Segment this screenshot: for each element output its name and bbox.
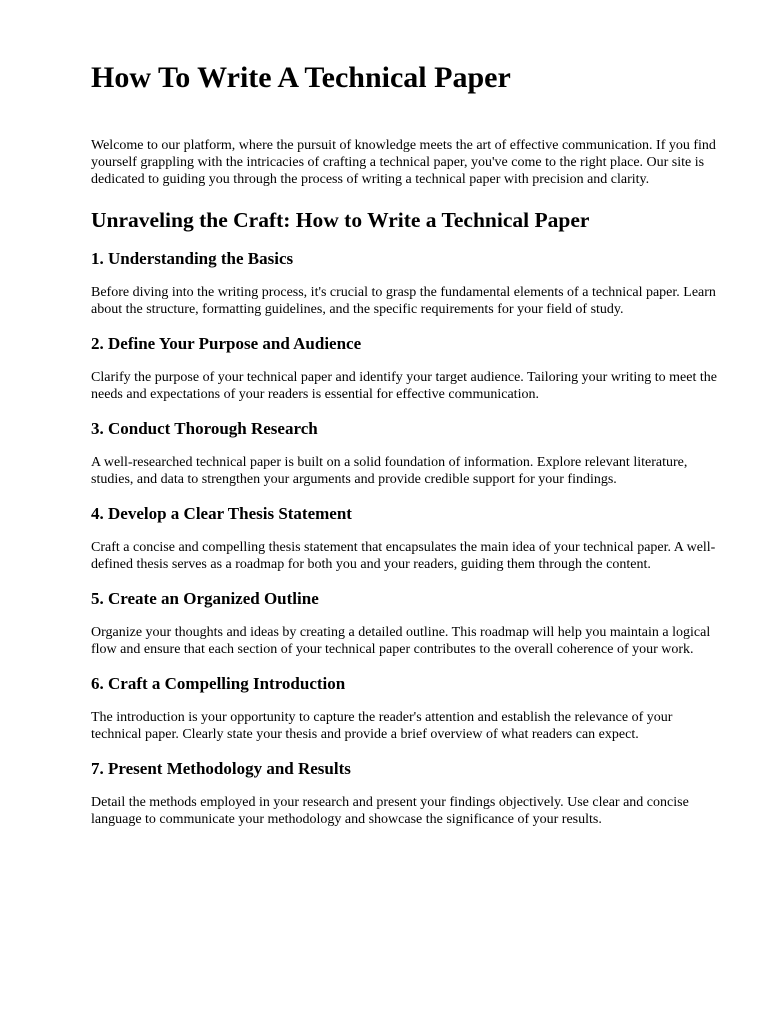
step-heading: 6. Craft a Compelling Introduction (91, 674, 346, 693)
step-heading: 2. Define Your Purpose and Audience (91, 334, 362, 353)
step-heading: 4. Develop a Clear Thesis Statement (91, 504, 352, 523)
step-body: Organize your thoughts and ideas by creating a detailed outline. This roadmap will help you maintain a logical flow and ensure that each section of your technical paper contributes to the overall coherence of your work. (91, 625, 711, 657)
step-heading: 3. Conduct Thorough Research (91, 419, 318, 438)
step-body: Clarify the purpose of your technical paper and identify your target audience. Tailoring your writing to meet the needs and expectations of your readers is essential for effective communication. (91, 370, 717, 402)
step-heading: 5. Create an Organized Outline (91, 589, 319, 608)
step-7 (91, 759, 718, 828)
document-title: How To Write A Technical Paper (91, 61, 511, 94)
step-2 (91, 334, 718, 403)
step-5 (91, 589, 718, 658)
step-body: A well-researched technical paper is built on a solid foundation of information. Explore relevant literature, studies, and data to strengthen your arguments and provide credible support for your findings. (91, 455, 688, 487)
step-1 (91, 249, 718, 318)
step-heading: 1. Understanding the Basics (91, 249, 294, 268)
step-body: Craft a concise and compelling thesis statement that encapsulates the main idea of your technical paper. A well-defined thesis serves as a roadmap for both you and your readers, guiding them through the content. (91, 540, 716, 572)
steps-list (91, 249, 718, 828)
step-6 (91, 674, 718, 743)
step-body: The introduction is your opportunity to capture the reader's attention and establish the relevance of your technical paper. Clearly state your thesis and provide a brief overview of what readers can expect. (91, 710, 673, 742)
step-4 (91, 504, 718, 573)
step-3 (91, 419, 718, 488)
intro-paragraph: Welcome to our platform, where the pursuit of knowledge meets the art of effective communication. If you find yourself grappling with the intricacies of crafting a technical paper, you've come to the right place. Our site is dedicated to guiding you through the process of writing a technical paper with precision and clarity. (91, 138, 716, 187)
step-heading: 7. Present Methodology and Results (91, 759, 351, 778)
step-body: Before diving into the writing process, it's crucial to grasp the fundamental elements of a technical paper. Learn about the structure, formatting guidelines, and the specific requirements for your field of study. (91, 285, 716, 317)
step-body: Detail the methods employed in your research and present your findings objectively. Use clear and concise language to communicate your methodology and showcase the significance of your results. (91, 795, 689, 827)
section-title: Unraveling the Craft: How to Write a Technical Paper (91, 208, 590, 232)
